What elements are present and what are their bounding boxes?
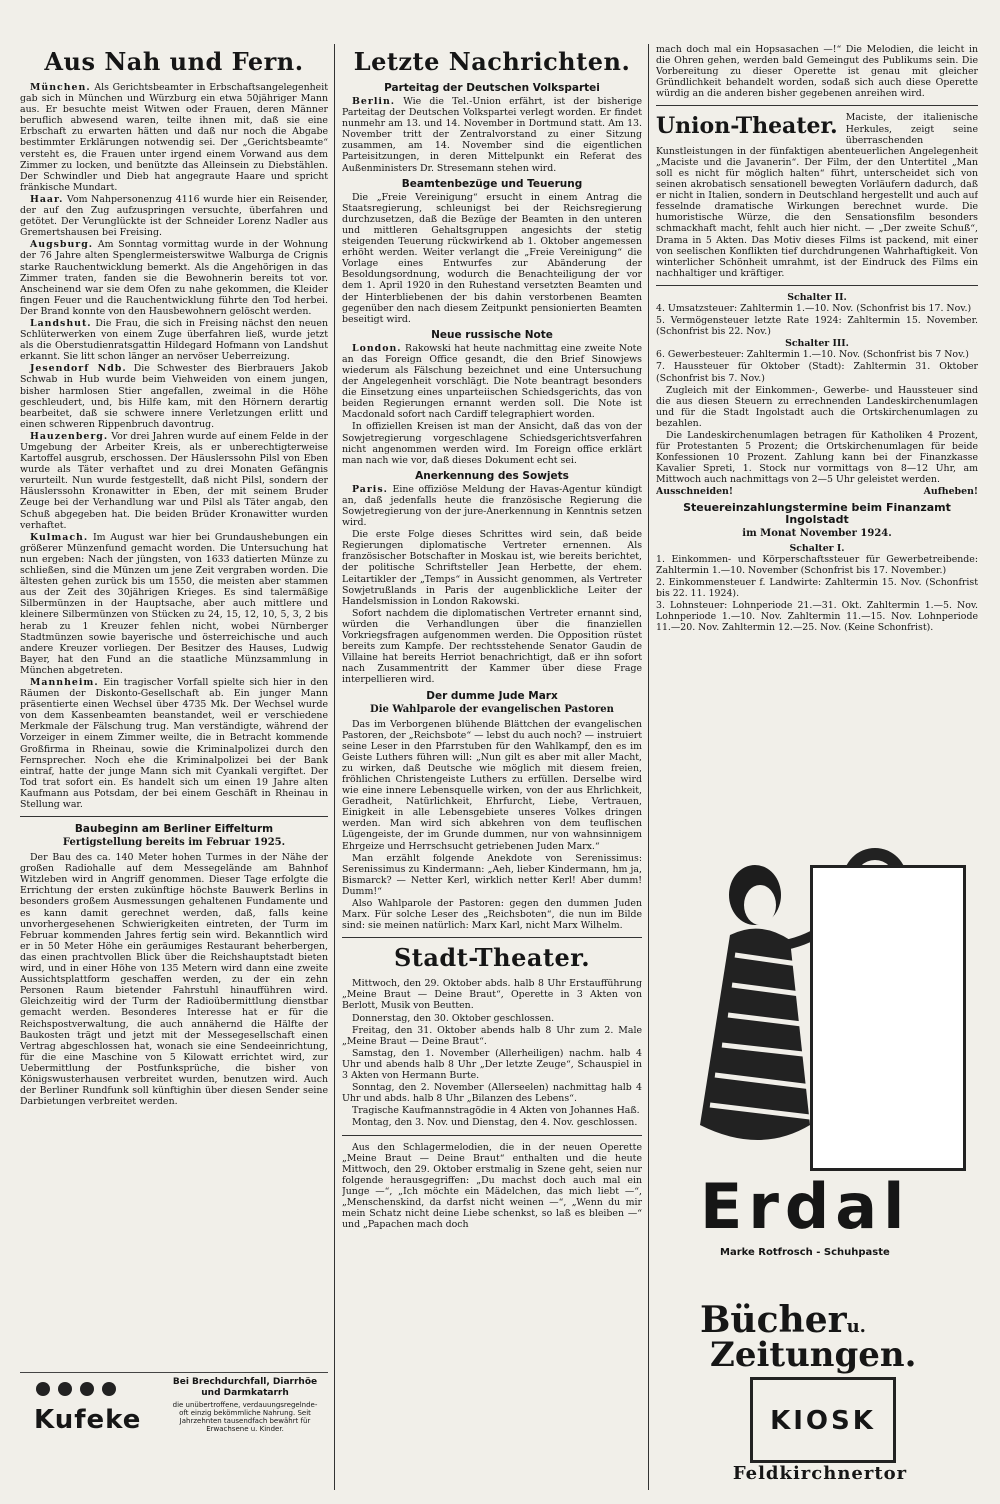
article-headline: Beamtenbezüge und Teuerung: [401, 177, 583, 190]
tax-deadline-line: 6. Gewerbesteuer: Zahltermin 1.—10. Nov. (Schonfrist bis 7 Nov.): [656, 349, 969, 361]
dateline: München.: [30, 82, 91, 93]
separator: [656, 105, 978, 106]
article-paragraph: [342, 343, 642, 421]
article-paragraph: mach doch mal ein Hopsasachen —!“ Die Melodien, die leicht in die Ohren gehen, werden bald Gemeingut des Publikums sein. Die Vorbereitung zu dieser Operette ist genau mit gleicher Gründlichkeit behandelt worden, sodaß sich auch diese Operette würdig an die anderen bisher gegebenen anreihen wird.: [656, 44, 978, 100]
local-news-text: Die Frau, die sich in Freising nächst den neuen Schlüterwerken von einem Zuge überfahren ließ, wurde jetzt als die Oberstudienratsgattin Hildegard Hofmann von Landshut erkannt. Sie litt schon länger an nervöser Ueberreizung.: [20, 317, 328, 363]
local-news-text: Als Gerichtsbeamter in Erbschaftsangelegenheit gab sich in München und Würzburg ein etwa 50jähriger Mann aus. Er besuchte meist Witwen oder Frauen, deren Männer beruflich abwesend waren, teilte ihnen mit, daß sie eine Erbschaft zu erwarten hätten und daß nur noch die Abgabe bestimmter Erklärungen notwendig sei. Der „Gerichtsbeamte“ versteht es, die Frauen unter irgend einem Vorwand aus dem Zimmer zu locken, und benützte das Alleinsein zu Diebstählen. Der Schwindler und Dieb hat angegraute Haare und spricht fränkische Mundart.: [20, 82, 328, 193]
column-rule-2: [648, 44, 649, 1490]
eiffelturm-headline: Baubeginn am Berliner Eiffelturm: [74, 823, 274, 836]
local-news-text: Im August war hier bei Grundaushebungen ein größerer Münzenfund gemacht worden. Die Untersuchung hat nun ergeben: Nach der jüngsten, von 1633 datierten Münze zu schließen, sind die Münzen um jene Zeit vergraben worden. Die ältesten gehen zurück bis um 1550, die meisten aber stammen aus der Zeit des 30jährigen Krieges. Es sind talermäßige Silbermünzen in der Hauptsache, aber auch mittlere und kleinere Silbermünzen von Stücken zu 24, 15, 12, 10, 5, 3, 2 bis herab zu 1 Kreuzer fehlen nicht, wobei Nürnberger Stadtmünzen sowie bayerische und österreichische und auch andere Kreuzer vorliegen. Der Besitzer des Hauses, Ludwig Bayer, hat den Fund an die staatliche Münzsammlung in München abgetreten.: [20, 531, 328, 676]
article-paragraph: [342, 96, 642, 174]
erdal-subline: Marke Rotfrosch - Schuhpaste: [720, 1247, 890, 1258]
column-1: [20, 44, 328, 1492]
kiosk-building: [750, 1377, 896, 1463]
article-paragraph: Man erzählt folgende Anekdote von Serenissimus: Serenissimus zu Kindermann: „Aeh, lieber Kindermann, hm ja, Bismarck? — Netter Kerl, wirklich netter Kerl! Aber dumm! Dumm!“: [342, 852, 642, 897]
separator: [656, 285, 978, 286]
dateline: Haar.: [30, 193, 64, 205]
tax-deadline-line: 5. Vermögensteuer letzte Rate 1924: Zahltermin 15. November. (Schonfrist bis 22. Nov.): [656, 315, 978, 338]
article-headline: Neue russische Note: [431, 328, 553, 341]
theater-program-line: Sonntag, den 2. November (Allerseelen) nachmittag halb 4 Uhr und abds. halb 8 Uhr „Bilanzen des Lebens“.: [342, 1082, 642, 1105]
article-text: Rakowski hat heute nachmittag eine zweite Note an das Foreign Office gesandt, die den Brief Sinowjews wiederum als Fälschung bezeichnet und eine Untersuchung der Angelegenheit vorschlägt. Die Note beantragt besonders die Einsetzung eines unparteiischen Schiedsgerichts, das von beiden Regierungen ernannt werden soll. Die Note ist Macdonald sofort nach Cardiff telegraphiert worden.: [342, 342, 642, 421]
article-text: Eine offiziöse Meldung der Havas-Agentur kündigt an, daß jedenfalls heute die französische Regierung die Sowjetregierung von der jure-Anerkennung in Kenntnis setzen wird.: [342, 483, 642, 529]
article-text: Wie die Tel.-Union erfährt, ist der bisherige Parteitag der Deutschen Volkspartei verlegt worden. Er findet nunmehr am 13. und 14. November in Dortmund statt. Am 13. November tritt der Zentralvorstand zu einer Sitzung zusammen, am 14. November sind die eigentlichen Parteisitzungen, in deren Mittelpunkt ein Referat des Außenministers Dr. Stresemann stehen wird.: [342, 96, 642, 174]
kiosk-sign: KIOSK: [770, 1406, 876, 1436]
dateline: Berlin.: [352, 96, 396, 107]
eiffelturm-subheadline: Fertigstellung bereits im Februar 1925.: [62, 837, 286, 849]
tax-subheadline: im Monat November 1924.: [742, 527, 892, 539]
local-news-item: [20, 318, 328, 362]
kufeke-text-block: [170, 1377, 320, 1433]
article-paragraph: [342, 484, 642, 528]
dot-icon: [102, 1382, 116, 1396]
kiosk-line-1-text: Bücher: [700, 1299, 847, 1341]
local-news-item: [20, 82, 328, 193]
erdal-frame: [810, 865, 966, 1171]
article-paragraph: Also Wahlparole der Pastoren: gegen den dummen Juden Marx. Für solche Leser des „Reichsboten“, die nun im Bilde sind: sie meinen natürlich: Marx Karl, nicht Marx Wilhelm.: [342, 898, 642, 932]
separator: [342, 1135, 642, 1136]
article-headline: Anerkennung des Sowjets: [415, 469, 569, 482]
local-news-item: [20, 363, 328, 430]
theater-program-line: Freitag, den 31. Oktober abends halb 8 Uhr zum 2. Male „Meine Braut — Deine Braut“.: [342, 1024, 642, 1047]
schalter-3-list: [656, 349, 978, 383]
section-heading-aus-nah-und-fern: Aus Nah und Fern.: [44, 47, 304, 76]
eiffelturm-article: Der Bau des ca. 140 Meter hohen Turmes in der Nähe der großen Radiohalle auf dem Messegelände am Bahnhof Witzleben wird in Angriff genommen. Dieser Tage erfolgte die Errichtung der ersten zukünftige höchste Bauwerk Berlins in besonders großem Ausmessungen gehaltenen Fundamente und es kann damit gerechnet werden, daß, falls keine unvorhergesehenen Schwierigkeiten eintreten, der Turm im Februar kommenden Jahres fertig sein wird. Bekanntlich wird er in 50 Meter Höhe ein geräumiges Restaurant beherbergen, das einen prachtvollen Blick über die Reichshauptstadt bieten wird, und in einer Höhe von 135 Metern wird dann eine zweite Aussichtsplattform geschaffen werden, zu der ein zehn Personen Raum bietender Fahrstuhl hinaufführen wird. Gleichzeitig wird der Turm der Radioübermittlung dienstbar gemacht werden. Besonderes Interesse hat er für die Reichspostverwaltung, die auch annähernd die Hälfte der Baukosten trägt und jetzt mit der Messegesellschaft einen Vertrag abgeschlossen hat, wonach sie eine Sendeeinrichtung, für die eine Maschine von 5 Kilowatt errichtet wird, zur Uebermittlung der Postfunksprüche, die bisher von Königswusterhausen verbreitet wurden, benutzen wird. Auch der Berliner Rundfunk soll künftighin über diesen Sender seine Darbietungen verbreitet werden.: [20, 852, 328, 1108]
section-heading-letzte-nachrichten: Letzte Nachrichten.: [353, 47, 631, 76]
kufeke-text: die unübertroffene, verdauungsregelnde- oft einzig bekömmliche Nahrung. Seit Jahrzehnten tausendfach bewährt für Erwachsene u. Kinder.: [172, 1401, 318, 1433]
article-paragraph: Sofort nachdem die diplomatischen Vertreter ernannt sind, würden die Verhandlungen über die finanziellen Vorkriegsfragen aufgenommen werden. Die Opposition rüstet bereits zum Kampfe. Der rechtsstehende Senator Gaudin de Villaine hat bereits Herriot benachrichtigt, daß er ihn sofort nach Zusammentritt der Kammer über diese Frage interpellieren wird.: [342, 607, 642, 686]
theater-program-line: Samstag, den 1. November (Allerheiligen) nachm. halb 4 Uhr und abends halb 8 Uhr „Der letzte Zeuge“, Schauspiel in 3 Akten von Hermann Burte.: [342, 1047, 642, 1082]
article-subheadline: Die Wahlparole der evangelischen Pastoren: [370, 703, 614, 715]
aufheben-label: Aufheben!: [923, 486, 978, 498]
dateline: Mannheim.: [30, 676, 99, 688]
cut-hint-row: [656, 486, 978, 497]
schalter-1-list: [656, 554, 978, 634]
kufeke-dots: [36, 1381, 124, 1400]
separator: [20, 816, 328, 817]
column-2: [342, 44, 642, 1492]
tax-deadline-line: 4. Umsatzsteuer: Zahltermin 1.—10. Nov. (Schonfrist bis 17. Nov.): [656, 302, 972, 314]
local-news-text: Vor drei Jahren wurde auf einem Felde in der Umgebung der Arbeiter Kreis, als er unberechtigterweise Kartoffel ausgrub, erschossen. Der Häuslerssohn Pilsl von Eben wurde als Täter verhaftet und zu drei Monaten Gefängnis verurteilt. Nun wurde festgestellt, daß nicht Pilsl, sondern der Häuslerssohn Kronawitter in Eben, der mit seinem Bruder Zeuge bei der Verhandlung war und Pilsl als Täter angab, den Schuß abgegeben hat. Die beiden Brüder Kronawitter wurden verhaftet.: [20, 430, 328, 531]
dot-icon: [80, 1382, 94, 1396]
article-headline: Der dumme Jude Marx: [426, 689, 558, 702]
kiosk-line-1-suffix: u.: [846, 1316, 866, 1337]
dateline: Augsburg.: [30, 239, 94, 251]
schalter-heading: Schalter III.: [785, 338, 849, 350]
tax-deadline-line: 1. Einkommen- und Körperschaftssteuer für Gewerbetreibende: Zahltermin 1.—10. November (Schonfrist bis 17. November.): [656, 553, 978, 576]
union-theater-title: Union-Theater.: [656, 113, 838, 140]
tax-paragraph: Die Landeskirchenumlagen betragen für Katholiken 4 Prozent, für Protestanten 5 Prozent; die Ortskirchenumlagen für beide Konfessionen 10 Prozent. Zahlung kann bei der Finanzkasse Kavalier Spreti, 1. Stock nur vormittags von 8—12 Uhr, am Mittwoch auch nachmittags von 2—5 Uhr geleistet werden.: [656, 430, 978, 486]
local-news-item: [20, 431, 328, 531]
dateline: Kulmach.: [30, 531, 89, 543]
article-paragraph: Die „Freie Vereinigung“ ersucht in einem Antrag die Staatsregierung, schleunigst bei der Reichsregierung durchzusetzen, daß die Bezüge der Beamten in den unteren und mittleren Gehaltsgruppen angesichts der stetig steigenden Teuerung rückwirkend ab 1. Oktober angemessen erhöht werden. Weiter verlangt die „Freie Vereinigung“ die Vorlage eines Entwurfes zur Abänderung der Besoldungsordnung, wodurch die Benachteiligung der vor dem 1. April 1920 in den Ruhestand versetzten Beamten und der Hinterbliebenen der bis dahin verstorbenen Beamten gegenüber den nach diesem Zeitpunkt pensionierten Beamten beseitigt wird.: [342, 191, 642, 325]
kiosk-location: Feldkirchnertor: [732, 1463, 908, 1484]
separator: [342, 937, 642, 938]
erdal-brand: Erdal: [700, 1170, 911, 1243]
erdal-ad: [660, 825, 978, 1265]
article-headline: Parteitag der Deutschen Volkspartei: [384, 82, 600, 94]
article-paragraph: Aus den Schlagermelodien, die in der neuen Operette „Meine Braut — Deine Braut“ enthalten und die heute Mittwoch, den 29. Oktober erstmalig in Szene geht, seien nur folgende herausgegriffen: „Du machst doch auch mal ein Junge —“, „Ich möchte ein Mädelchen, das mich liebt —“, „Menschenskind, da darfst nicht weinen —“, „Wenn du mir mein Schatz nicht deine Liebe schenkst, so laß es bleiben —“ und „Papachen mach doch: [342, 1141, 642, 1231]
stadt-theater-heading: Stadt-Theater.: [393, 943, 591, 973]
union-theater-text: Maciste, der italienische Herkules, zeigt seine überraschenden Kunstleistungen in der fünfaktigen abenteuerlichen Angelegenheit „Maciste und die Javanerin“. Der Film, der den Untertitel „Man soll es nicht für möglich halten“ führt, unterscheidet sich von seinen akrobatisch sensationell bewegten Vorläufern dadurch, daß er nicht in Italien, sondern in Deutschland hergestellt und auch auf fesselnde dramatische Wirkungen berechnet wurde. Die humoristische Würze, die den Sensationsfilm besonders schmackhaft macht, fehlt auch hier nicht. — „Der zweite Schuß“, Drama in 5 Akten. Das Motiv dieses Films ist packend, mit einer von seelischen Konflikten tief durchdrungenen Wahrhaftigkeit. Von winterlicher Schönheit umrahmt, ist der Eindruck des Films ein nachhaltiger und kräftiger.: [656, 112, 978, 279]
local-news-item: [20, 194, 328, 238]
dateline: London.: [352, 342, 402, 354]
kufeke-ad: [20, 1372, 328, 1438]
tax-deadline-line: 7. Haussteuer für Oktober (Stadt): Zahltermin 31. Oktober (Schonfrist bis 7. Nov.): [656, 361, 978, 384]
local-news-text: Vom Nahpersonenzug 4116 wurde hier ein Reisender, der auf den Zug aufzuspringen versuchte, überfahren und getötet. Der Verunglückte ist der Schneider Lorenz Nadler aus Gremertshausen bei Freising.: [20, 193, 328, 239]
tax-paragraph: Zugleich mit der Einkommen-, Gewerbe- und Haussteuer sind die aus diesen Steuern zu errechnenden Landeskirchenumlagen und für die Stadt Ingolstadt auch die Ortskirchenumlagen zu bezahlen.: [656, 384, 978, 429]
dateline: Paris.: [352, 483, 388, 495]
local-news-item: [20, 677, 328, 810]
kufeke-brand: Kufeke: [34, 1405, 142, 1435]
schalter-heading: Schalter II.: [787, 291, 847, 303]
theater-program-line: Donnerstag, den 30. Oktober geschlossen.: [352, 1012, 555, 1024]
column-3: [656, 44, 978, 1492]
tax-deadline-line: 3. Lohnsteuer: Lohnperiode 21.—31. Okt. Zahltermin 1.—5. Nov. Lohnperiode 1.—10. Nov. Zahltermin 11.—15. Nov. Lohnperiode 11.—20. Nov. Zahltermin 12.—25. Nov. (Keine Schonfrist).: [656, 600, 978, 634]
dot-icon: [36, 1382, 50, 1396]
local-news-item: [20, 239, 328, 317]
ausschneiden-label: Ausschneiden!: [656, 486, 733, 498]
local-news-item: [20, 532, 328, 676]
column-rule-1: [334, 44, 335, 1490]
schalter-2-list: [656, 303, 978, 337]
union-theater-block: [656, 112, 978, 278]
article-paragraph: Die erste Folge dieses Schrittes wird sein, daß beide Regierungen diplomatische Vertreter ernennen. Als französischer Botschafter in Moskau ist, wie bereits berichtet, der politische Schriftsteller Jean Herbette, der ehem. Leitartikler der „Temps“ in Aussicht genommen, als Vertreter Sowjetrußlands in Paris der augenblickliche Leiter der Handelsmission in London Rakowski.: [342, 529, 642, 607]
schalter-heading: Schalter I.: [789, 542, 845, 554]
dateline: Landshut.: [30, 317, 92, 329]
dateline: Jesendorf Ndb.: [30, 363, 127, 375]
tax-headline: Steuereinzahlungstermine beim Finanzamt Ingolstadt: [683, 500, 951, 526]
kiosk-line-2: Zeitungen.: [710, 1335, 917, 1375]
dot-icon: [58, 1382, 72, 1396]
kiosk-ad: [660, 1295, 978, 1495]
theater-program-line: Montag, den 3. Nov. und Dienstag, den 4. Nov. geschlossen.: [352, 1117, 638, 1129]
tax-deadline-line: 2. Einkommensteuer f. Landwirte: Zahltermin 15. Nov. (Schonfrist bis 22. 11. 1924).: [656, 576, 978, 599]
article-paragraph: Das im Verborgenen blühende Blättchen der evangelischen Pastoren, der „Reichsbote“ — lebst du auch noch? — instruiert seine Leser in den Pfarrstuben für den Wahlkampf, den es im Geiste Luthers führen will: „Nun gilt es aber mit aller Macht, zu wirken, daß Deutsche wie möglich mit diesem freien, fröhlichen Christengeiste Luthers zu erfüllen. Derselbe wird wie eine innere Lebensquelle wirken, von der aus Ehrlichkeit, Geradheit, Natürlichkeit, Ehrfurcht, Liebe, Vertrauen, Einigkeit in alle Lebensgebiete unseres Volkes dringen werden. Man wird sich abkehren von dem teuflischen Lügengeiste, der im Grunde dummen, nur von wahnsinnigem Ehrgeize und Herrschsucht getriebenen Juden Marx.“: [342, 718, 642, 852]
local-news-text: Am Sonntag vormittag wurde in der Wohnung der 76 Jahre alten Spenglermeisterswitwe Walburga de Crignis starke Rauchentwicklung bemerkt. Als die Angehörigen in das Zimmer traten, fanden sie die Bewohnerin bereits tot vor. Anscheinend war sie dem Ofen zu nahe gekommen, die Kleider fingen Feuer und die Rauchentwicklung führte den Tod herbei. Der Brand konnte von den Hausbewohnern gelöscht werden.: [20, 239, 328, 317]
theater-program: [342, 978, 642, 1128]
local-news-text: Ein tragischer Vorfall spielte sich hier in den Räumen der Diskonto-Gesellschaft ab. Ein junger Mann präsentierte einen Wechsel über 4735 Mk. Der Wechsel wurde von dem Kassenbeamten beanstandet, weil er verschiedene Merkmale der Fälschung trug. Man verständigte, während der Vorzeiger in einem Zimmer weilte, die in Betracht kommende Großfirma in Rheinau, sowie die Kriminalpolizei durch den Fernsprecher. Noch ehe die Kriminalpolizei bei der Bank eintraf, hatte der junge Mann sich mit Cyankali vergiftet. Der Tod trat sofort ein. Es handelt sich um einen 19 Jahre alten Kaufmann aus Potsdam, der bei einem Geschäft in Rheinau in Stellung war.: [20, 676, 328, 810]
local-news-text: Die Schwester des Bierbrauers Jakob Schwab in Hub wurde beim Viehweiden von einem jungen, bisher harmlosen Stier angefallen, zweimal in die Höhe geschleudert, und, bis Hilfe kam, mit den Hörnern derartig bearbeitet, daß sie schwere innere Verletzungen erlitt und einen schweren Rippenbruch davontrug.: [20, 363, 328, 430]
dateline: Hauzenberg.: [30, 430, 109, 442]
theater-program-line: Tragische Kaufmannstragödie in 4 Akten von Johannes Haß.: [352, 1105, 640, 1117]
local-news-list: [20, 82, 328, 810]
kufeke-title: Bei Brechdurchfall, Diarrhöe und Darmkatarrh: [172, 1377, 318, 1398]
theater-program-line: Mittwoch, den 29. Oktober abds. halb 8 Uhr Erstaufführung „Meine Braut — Deine Braut“, Operette in 3 Akten von Berlott, Musik von Beutten.: [342, 978, 642, 1012]
article-paragraph: In offiziellen Kreisen ist man der Ansicht, daß das von der Sowjetregierung vorgeschlagene Schiedsgerichtsverfahren nicht angenommen werden wird. Im Foreign office erklärt man nach wie vor, daß dieses Dokument echt sei.: [342, 421, 642, 466]
